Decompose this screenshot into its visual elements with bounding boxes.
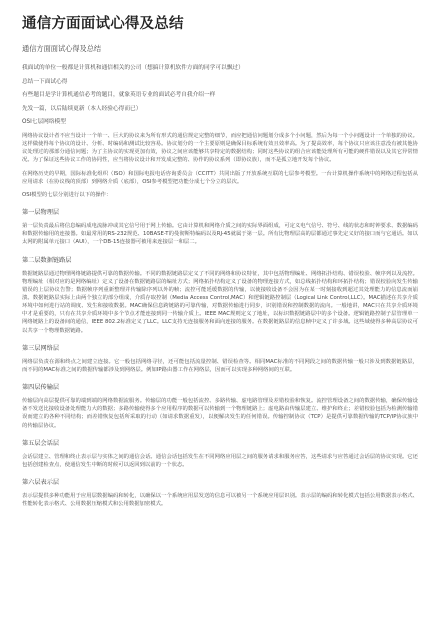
section-body: 表示层提供多种功能用于应用层数据编码和转化，以确保以一个系统应用层发送的信息可以被另一个系统应用层识别。表示层的编码和转化模式包括公用数据表示格式、性能转化表示格式、公用数据压缩模式和公用数据加密模式。 [22, 493, 418, 508]
intro-line: 先发一篇，以后陆续更新（本人经验心得而已） [22, 105, 142, 112]
section-body: 会话层建立、管理和终止表示层与实体之间的通信会话。通信会话包括发生在不同网络应用层之间的服务请求和服务应答，这些请求与应答通过会话层的协议实现。它还包括创建检查点，使通信发生中断的时候可以返回到以前的一个状态。 [22, 453, 418, 468]
document-title: 通信方面面试心得及总结 [22, 16, 184, 32]
section-body: 网络层负责在源和终点之间建立连接。它一般包括网络寻径，还可能包括流量控制、错误检查等。相同MAC标准的不同网段之间的数据传输一般只涉及到数据链路层，而不同的MAC标准之间的数据传输都涉及到网络层。例如IP路由器工作在网络层，因而可以实现多种网络间的互联。 [22, 358, 418, 373]
section-heading: 第四层传输层 [22, 384, 60, 392]
osi-paragraph: OSI模型的七层分别进行以下的操作： [22, 191, 112, 198]
intro-line: 有些题目是学计算机通信必考的题目，就象英语专业的面试必考自我介绍一样 [22, 92, 216, 99]
section-heading: 第六层表示层 [22, 479, 60, 487]
document-subtitle: 通信方面面试心得及总结 [22, 44, 102, 53]
section-body: 数据链路层通过物理网络链路提供可靠的数据传输。不同的数据链路层定义了不同的网络和协议特征，其中包括物理编址、网络拓扑结构、错误校验、帧序列以及流控。物理编址（相对应的是网络编址）定义了设备在数据链路层的编址方式；网络拓扑结构定义了设备的物理连接方式，如总线拓扑结构和环拓扑结构；错误校验向发生传输错误的上层协议告警；数据帧序列重新整理并传输除序列以外的帧；流控可能延缓数据的传输，以使接收设备不会因为在某一时刻接收到超过其处理能力的信息流而崩溃。数据链路层实际上由两个独立的部分组成，介质存取控制（Media Access Control,MAC）和逻辑链路控制层（Logical Link Control,LLC）。MAC描述在共享介质环境中如何进行站的调度、发生和接收数据。MAC确保信息跨链路的可靠传输，对数据传输进行同步，识别错误和控制数据的流向。一般地讲，MAC只在共享介质环境中才是重要的，只有在共享介质环境中多个节点才能连接到同一传输介质上。IEEE MAC规则定义了地址，以标识数据链路层中的多个设备。逻辑链路控制子层管理单一网络链路上的设备间的通信，IEEE 802.2标准定义了LLC。LLC支持无连接服务和面向连接的服务。在数据链路层的信息帧中定义了许多域。这些域使得多种高层协议可以共享一个物理数据链路。 [22, 270, 418, 334]
section-heading: 第三层网络层 [22, 344, 60, 352]
osi-paragraph: 网络协议设计者不应当设计一个单一、巨大的协议来为所有形式的通信规定完整的细节，而应把通信问题划分成多个小问题，然后为每一个小问题设计一个单独的协议。这样做使得每个协议的设计、分析、时编码和测试比较容易。协议划分的一个主要原则是确保目标系统有效且效率高。为了提高效率，每个协议只应该注意没有被其他协议处理过的那部分通信问题；为了主协议的实现更加有效，协议之间应该能够共享特定的数据结构；同时这些协议的组合应该能处理所有可能的硬件错误以及其它异常情况。为了保证这些协议工作的协同性，应当将协议设计和开发成完整的、协作的协议系列（即协议族），而不是孤立地开发每个协议。 [22, 132, 418, 164]
osi-heading: OSI七层网络模型 [22, 119, 66, 126]
intro-line: 我面试的单位一般都是计算机和通信相关的公司（想搞计算机软件方面的同学可以飘过） [22, 65, 244, 71]
section-heading: 第一层物理层 [22, 209, 60, 217]
section-heading: 第五层会话层 [22, 439, 60, 447]
section-body: 传输层向高层提供可靠的端到端的网络数据流服务。传输层的功能一般包括流控、多路传输、虚电路管理及差错校验和恢复。流控管理设备之间的数据传输，确保传输设备不发送比接收设备处理能力大的数据；多路传输使得多个应用程序的数据可以传输到一个物理链路上；虚电路由传输层建立、维护和终止；差错校验包括为检测传输错误而建立的各种不同结构；而差错恢复包括所采取的行动（如请求数据重发），以便解决发生的任何错误。传输控制协议（TCP）是提供可靠数据传输的TCP/IP协议族中的传输层协议。 [22, 398, 418, 429]
intro-line: 总结一下面试心得 [22, 78, 68, 85]
osi-paragraph: 在网络历史的早期，国际标准化组织（ISO）和国际电报电话咨询委员会（CCITT）共同出版了开放系统互联的七层参考模型。一台计算机操作系统中的网络过程包括从应用请求（在协议栈的顶部）到网络介质（底部），OSI参考模型把功能分成七个分立的层次。 [22, 170, 418, 185]
section-body: 第一层负责最后将信息编码成电流脉冲或其它信号用于网上传输。它由计算机和网络介质之间的实际界面组成，可定义电气信号、符号、线的状态和时钟要求、数据编码和数据传输用的连接器。如最常用的RS-232规范、10BASE-T的曼彻斯特编码以及RJ-45就属于第一层。所有比物理层高的层都通过事先定义好的接口而与它通话。如以太网的附属单元接口（AUI），一个DB-15连接器可被用来连接层一和层二。 [22, 223, 418, 246]
section-heading: 第二层数据链路层 [22, 256, 72, 264]
